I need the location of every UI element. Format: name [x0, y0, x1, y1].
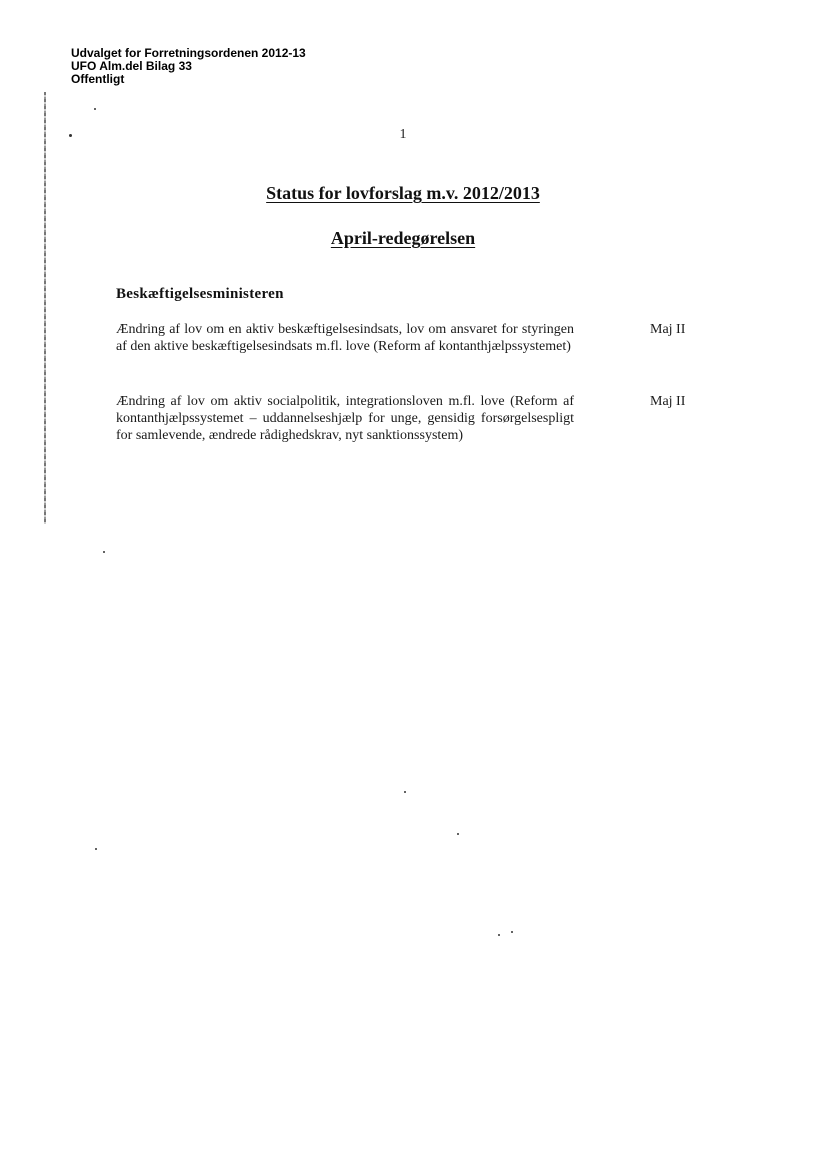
stamp-reference: UFO Alm.del Bilag 33 [71, 59, 192, 73]
bill-description: Ændring af lov om aktiv socialpolitik, integrationsloven m.fl. love (Reform af kontanthjælpssystemet – uddannelseshjælp for unge, gensidig forsørgelsespligt for samlevende, ændrede rådighedskrav, nyt sanktionssystem) [116, 394, 574, 443]
bill-schedule: Maj II [650, 322, 686, 337]
bill-schedule: Maj II [650, 394, 686, 409]
scan-speck [498, 934, 500, 936]
page-number: 1 [399, 127, 407, 142]
bill-description: Ændring af lov om en aktiv beskæftigelsesindsats, lov om ansvaret for styringen af den aktive beskæftigelsesindsats m.fl. love (Reform af kontanthjælpssystemet) [116, 322, 574, 354]
scan-speck [511, 931, 513, 933]
ministry-heading: Beskæftigelsesministeren [116, 286, 284, 302]
scan-speck [94, 108, 96, 110]
scan-speck [457, 833, 459, 835]
document-subtitle: April-redegørelsen [330, 228, 476, 248]
scan-speck [404, 791, 406, 793]
scan-speck [103, 551, 105, 553]
stamp-committee: Udvalget for Forretningsordenen 2012-13 [71, 46, 306, 60]
document-title: Status for lovforslag m.v. 2012/2013 [266, 183, 540, 203]
scan-speck [95, 848, 97, 850]
document-stamp [71, 47, 306, 86]
stamp-classification: Offentligt [71, 72, 125, 86]
scan-edge-artifact [44, 92, 46, 524]
